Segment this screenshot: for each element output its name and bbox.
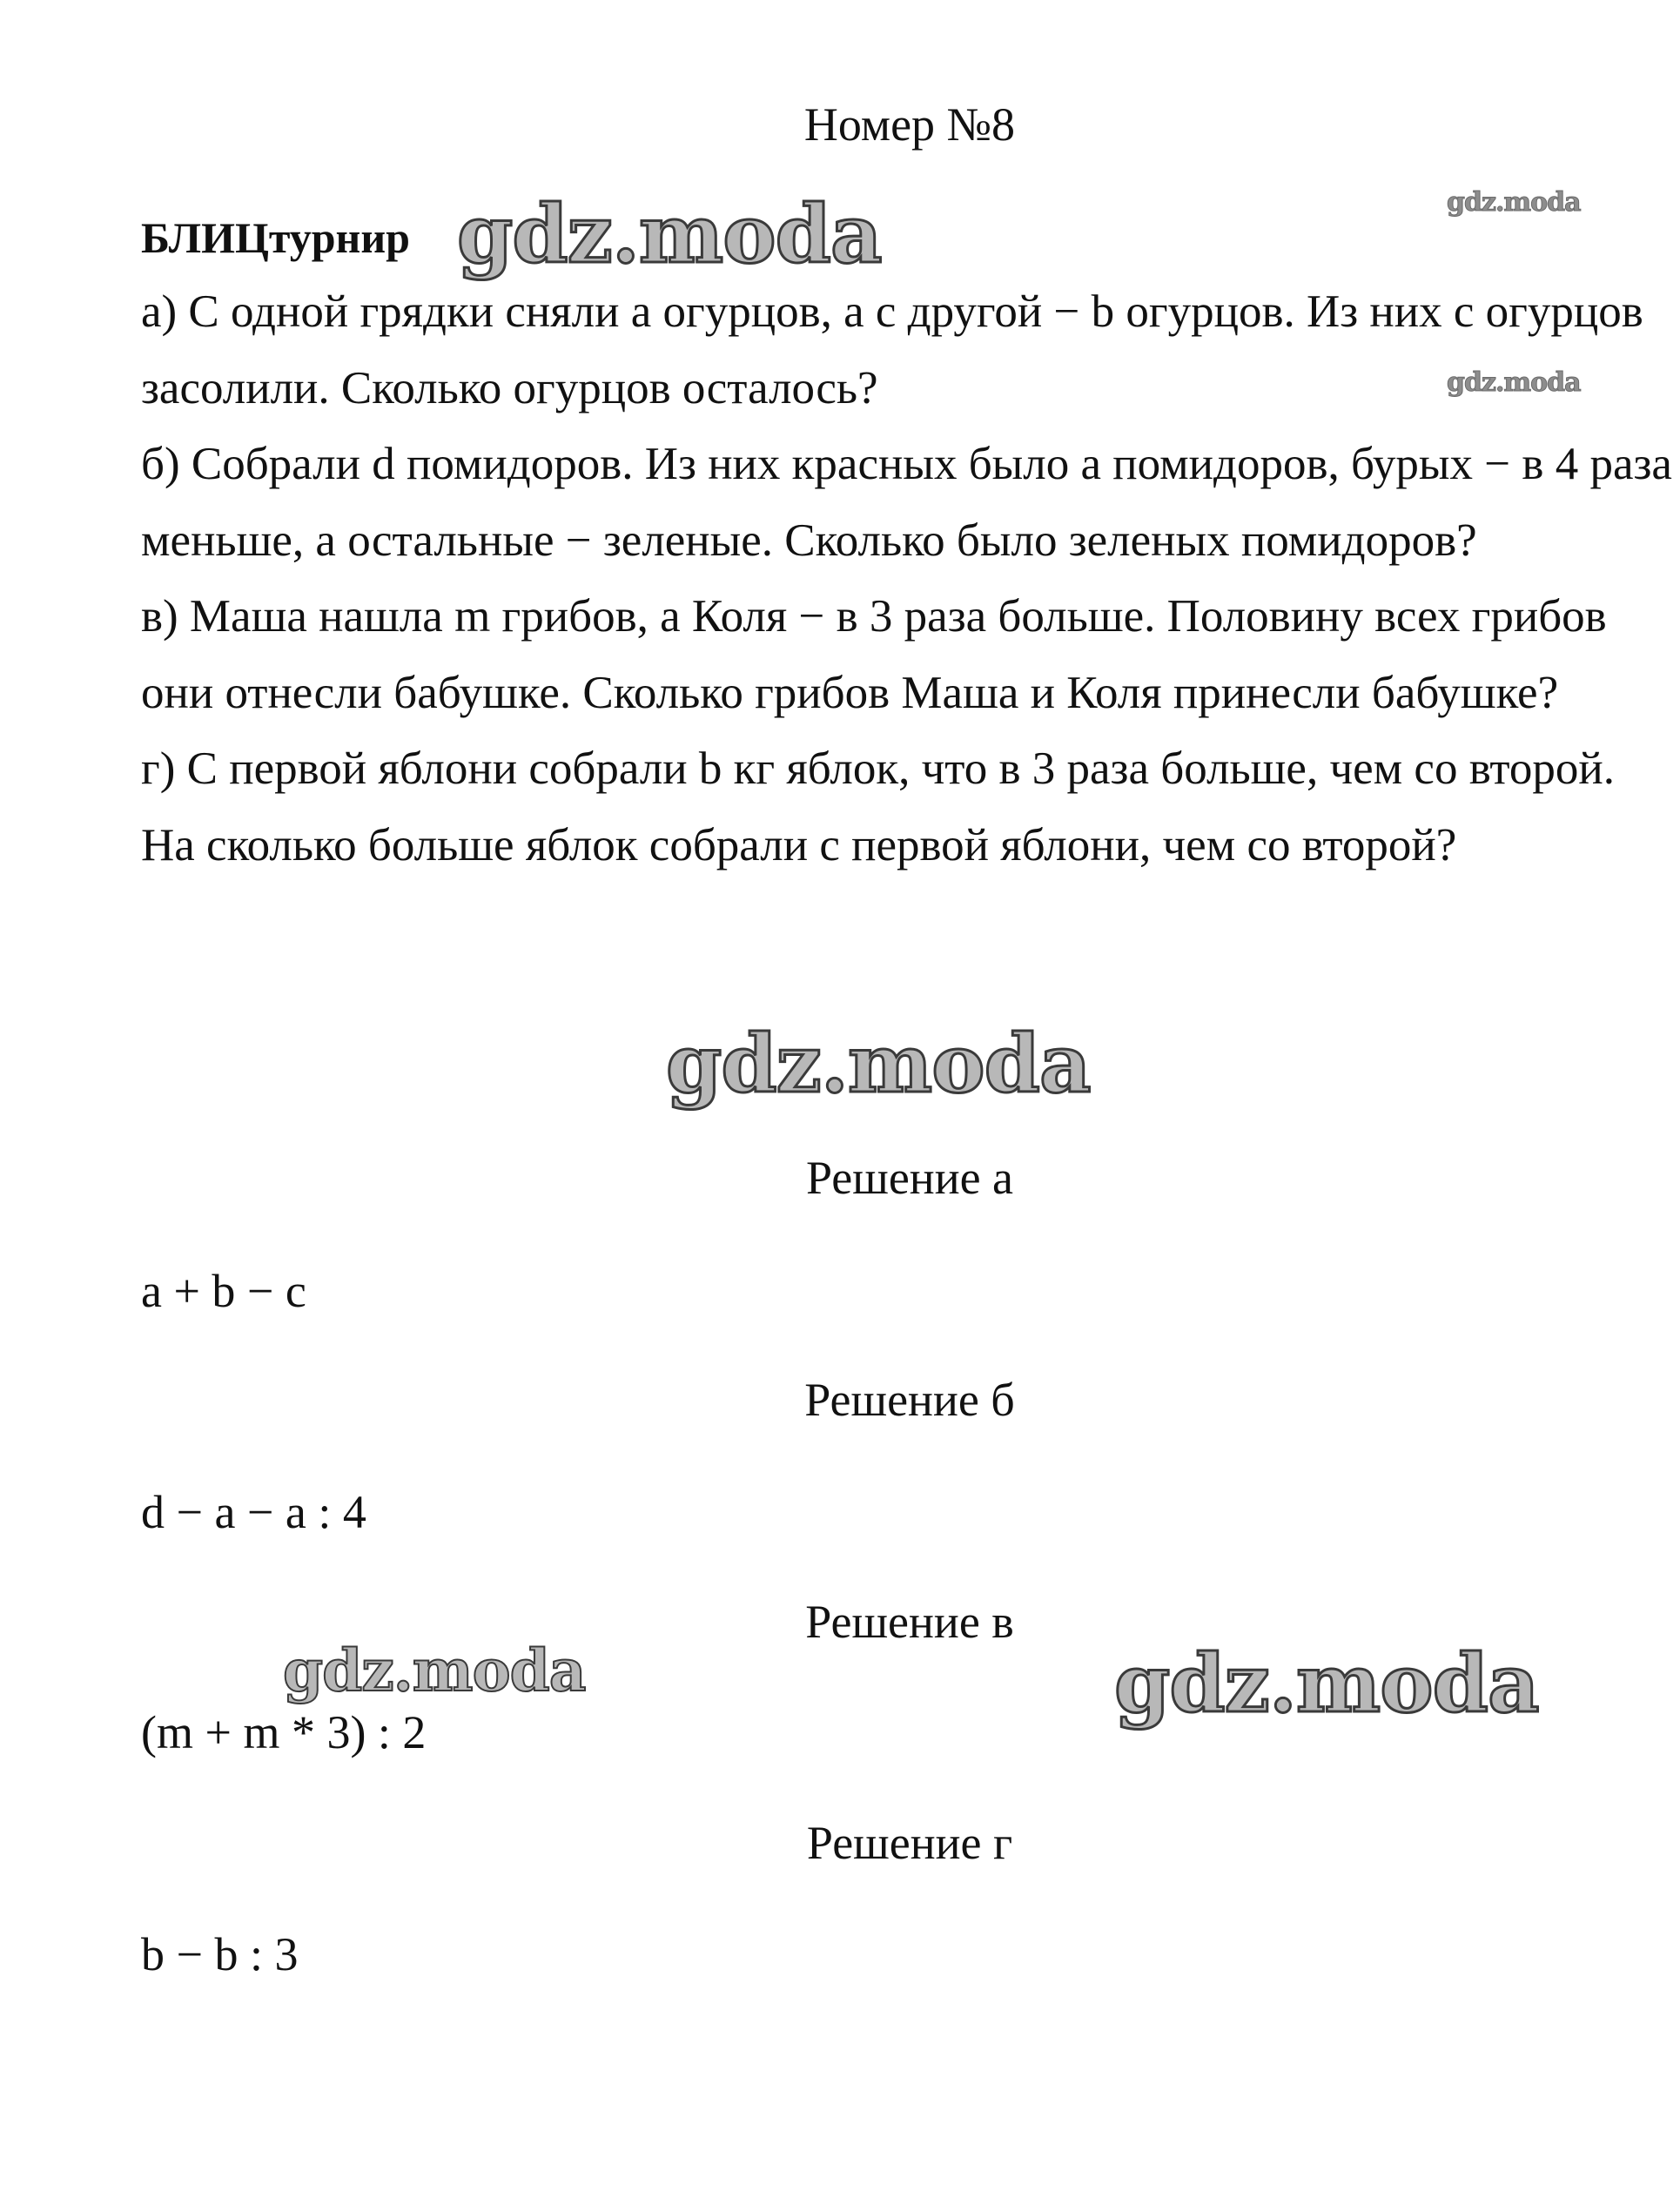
watermark: gdz.moda [666, 1017, 1091, 1111]
page-title: Номер №8 [803, 98, 1016, 151]
task-item-v: в) Маша нашла m грибов, а Коля − в 3 раза больше. Половину всех грибов они отнесли бабушке. Сколько грибов Маша и Коля принесли бабушке? [141, 591, 1607, 718]
solution-title-b: Решение б [804, 1374, 1015, 1426]
watermark: gdz.moda [283, 1637, 586, 1704]
solution-expression-b: d − a − a : 4 [141, 1486, 366, 1538]
watermark: gdz.moda [457, 187, 882, 281]
task-item-a: а) С одной грядки сняли a огурцов, а с другой − b огурцов. Из них c огурцов засолили. Сколько огурцов осталось? [141, 286, 1643, 413]
solution-title-v: Решение в [805, 1596, 1014, 1648]
watermark: gdz.moda [1447, 187, 1581, 218]
task-list [141, 274, 1673, 884]
solution-title-a: Решение а [805, 1152, 1014, 1204]
solution-expression-a: a + b − c [141, 1265, 306, 1317]
solution-expression-g: b − b : 3 [141, 1928, 299, 1980]
task-item-g: г) С первой яблони собрали b кг яблок, что в 3 раза больше, чем со второй. На сколько больше яблок собрали с первой яблони, чем со второй? [141, 743, 1615, 871]
section-heading: БЛИЦтурнир [141, 213, 410, 262]
watermark: gdz.moda [1447, 367, 1581, 398]
task-item-b: б) Собрали d помидоров. Из них красных было a помидоров, бурых − в 4 раза меньше, а остальные − зеленые. Сколько было зеленых помидоров? [141, 439, 1672, 566]
solution-expression-v: (m + m * 3) : 2 [141, 1706, 427, 1758]
solution-title-g: Решение г [806, 1817, 1013, 1869]
watermark: gdz.moda [1114, 1637, 1539, 1731]
